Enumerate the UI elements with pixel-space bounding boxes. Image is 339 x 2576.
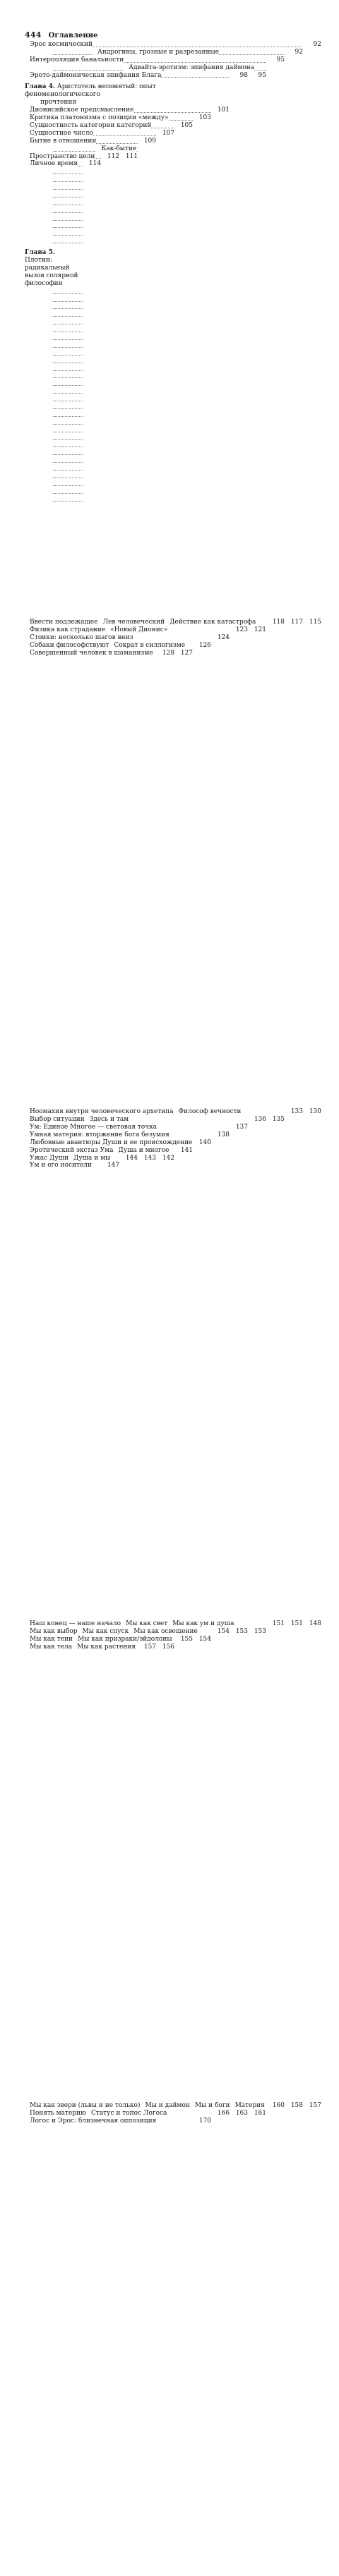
entry-page-number: 157	[303, 2102, 321, 2560]
entry-page-number: 157	[138, 1644, 156, 2102]
entry-page-number: 95	[266, 56, 285, 515]
entry-page-number: 111	[119, 153, 138, 612]
entry-title: Наш конец — наше начало	[25, 1620, 121, 1628]
entry-page-number: 123	[230, 626, 248, 1085]
entry-page-number: 107	[156, 130, 174, 588]
entry-title: Личное время	[25, 160, 78, 168]
entry-page-number: 142	[156, 1155, 174, 1613]
entry-title: Критика платонизма с позиции «между»	[25, 114, 169, 122]
entry-title: Мы как тела	[25, 1644, 72, 1651]
chapter-title-line1: Аристотель непонятый: опыт феноменологического	[25, 83, 156, 99]
entry-page-number: 115	[303, 619, 321, 1077]
entry-page-number: 155	[174, 1636, 193, 2094]
entry-title: «Новый Дионис»	[105, 626, 167, 634]
entry-title: Адвайта-эротизм: эпифания даймона	[124, 64, 254, 72]
entry-page-number: 138	[211, 1131, 230, 1590]
entry-title: Сущностность категории категорий	[25, 122, 151, 130]
entry-page-number: 156	[156, 1644, 174, 2102]
chapter-title-line1: Плотин: радикальный вызов солярной философии	[25, 257, 78, 287]
entry-title: Ввести подлежащее	[25, 619, 98, 626]
entry-title: Пространство цели	[25, 153, 95, 161]
entry-page-number: 153	[248, 1628, 266, 2086]
entry-page-number: 130	[303, 1108, 321, 1567]
entry-page-number: 103	[193, 114, 211, 573]
entry-title: Умная материя: вторжение бога безумия	[25, 1131, 170, 1139]
entry-title: Мы как тени	[25, 1636, 73, 1644]
entry-title: Выбор ситуации	[25, 1116, 85, 1124]
entry-page-number: 92	[285, 49, 303, 507]
entry-page-number: 143	[138, 1155, 156, 1613]
entry-page-number: 105	[174, 122, 193, 581]
entry-page-number: 127	[174, 650, 193, 1108]
toc-entry	[25, 56, 321, 64]
entry-title: Мы как призраки/эйдолоны	[73, 1636, 172, 1644]
toc-entry	[25, 41, 321, 49]
entry-title: Ум и его носители	[25, 1162, 92, 1169]
entry-title: Ум: Единое Многое — световая точка	[25, 1124, 157, 1131]
entry-title: Собаки философствуют	[25, 642, 109, 650]
entry-title: Мы как выбор	[25, 1628, 78, 1636]
entry-page-number: 154	[211, 1628, 230, 2086]
chapter-label: Глава 4.	[25, 83, 56, 91]
entry-page-number: 151	[285, 1620, 303, 2079]
entry-title: Здесь и там	[85, 1116, 129, 1124]
entry-page-number: 114	[83, 160, 101, 619]
entry-title: Бытие в отношении	[25, 138, 96, 145]
entry-title: Душа и многое	[114, 1147, 170, 1155]
running-title: Оглавление	[48, 32, 98, 40]
entry-title: Мы как спуск	[78, 1628, 129, 1636]
entry-title: Андрогины, грозные и разрезанные	[93, 49, 219, 56]
entry-title: Мы как растения	[72, 1644, 136, 1651]
entry-page-number: 92	[303, 41, 321, 499]
entry-title: Мы как звери (львы и не только)	[25, 2102, 140, 2110]
entry-title: Эрото-даймоническая эпифания Блага	[25, 72, 161, 80]
entry-title: Философ вечности	[174, 1108, 242, 1116]
entry-page-number: 154	[193, 1636, 211, 2094]
entry-page-number: 124	[211, 634, 230, 1093]
entry-page-number: 98	[230, 72, 248, 530]
entry-title: Сущностное число	[25, 130, 93, 138]
entry-page-number: 161	[248, 2110, 266, 2568]
entry-page-number: 166	[211, 2110, 230, 2568]
entry-page-number: 151	[266, 1620, 285, 2079]
running-header	[25, 27, 321, 38]
chapter-title-line2: прочтения	[40, 99, 77, 107]
entry-title: Как-бытие	[96, 145, 136, 153]
entry-page-number: 153	[230, 1628, 248, 2086]
entry-page-number: 136	[248, 1116, 266, 1574]
toc-entry	[25, 49, 321, 56]
entry-title: Мы как ум и душа	[167, 1620, 234, 1628]
page-number: 444	[25, 30, 42, 40]
entry-page-number: 128	[156, 650, 174, 1108]
entry-title: Ноомахия внутри человеческого архетипа	[25, 1108, 174, 1116]
entry-title: Мы и даймон	[140, 2102, 189, 2110]
entry-page-number: 158	[285, 2102, 303, 2560]
entry-title: Мы как освещение	[129, 1628, 198, 1636]
entry-title: Сократ в силлогизме	[109, 642, 185, 650]
entry-title: Материя	[230, 2102, 265, 2110]
entry-page-number: 148	[303, 1620, 321, 2079]
entry-title: Понять материю	[25, 2110, 86, 2118]
entry-page-number: 144	[119, 1155, 138, 1613]
entry-page-number: 101	[211, 107, 230, 565]
entry-page-number: 112	[101, 153, 119, 612]
entry-page-number: 109	[138, 138, 156, 596]
entry-title: Любовные авантюры Души и ее происхождение	[25, 1139, 192, 1147]
entry-page-number: 121	[248, 626, 266, 1085]
entry-title: Действие как катастрофа	[165, 619, 256, 626]
entry-title: Ужас Души	[25, 1155, 69, 1162]
entry-page-number: 137	[230, 1124, 248, 1582]
entry-page-number: 133	[285, 1108, 303, 1567]
entry-page-number: 141	[174, 1147, 193, 1605]
entry-page-number: 160	[266, 2102, 285, 2560]
entry-title: Совершенный человек в шаманизме	[25, 650, 153, 657]
toc-section	[25, 41, 321, 79]
chapter-label: Глава 5.	[25, 249, 56, 257]
entry-title: Эрос космический	[25, 41, 93, 49]
entry-page-number: 147	[101, 1162, 119, 1620]
entry-title: Логос и Эрос: близнечная оппозиция	[25, 2118, 156, 2125]
entry-page-number: 170	[193, 2118, 211, 2576]
entry-page-number: 117	[285, 619, 303, 1077]
entry-page-number: 163	[230, 2110, 248, 2568]
table-of-contents	[25, 41, 321, 2576]
entry-page-number: 118	[266, 619, 285, 1077]
entry-title: Интерполяция банальности	[25, 56, 124, 64]
entry-title: Мы и боги	[190, 2102, 230, 2110]
entry-title: Физика как страдание	[25, 626, 105, 634]
entry-title: Лев человеческий	[98, 619, 165, 626]
entry-page-number: 126	[193, 642, 211, 1100]
entry-page-number: 135	[266, 1116, 285, 1574]
entry-title: Стоики: несколько шагов вниз	[25, 634, 133, 642]
entry-title: Статус и топос Логоса	[86, 2110, 167, 2118]
entry-title: Дионисийское предсмысление	[25, 107, 133, 114]
entry-title: Душа и мы	[69, 1155, 110, 1162]
entry-page-number: 95	[248, 72, 266, 530]
entry-title: Эротический экстаз Ума	[25, 1147, 114, 1155]
entry-page-number: 140	[193, 1139, 211, 1598]
entry-title: Мы как свет	[121, 1620, 167, 1628]
